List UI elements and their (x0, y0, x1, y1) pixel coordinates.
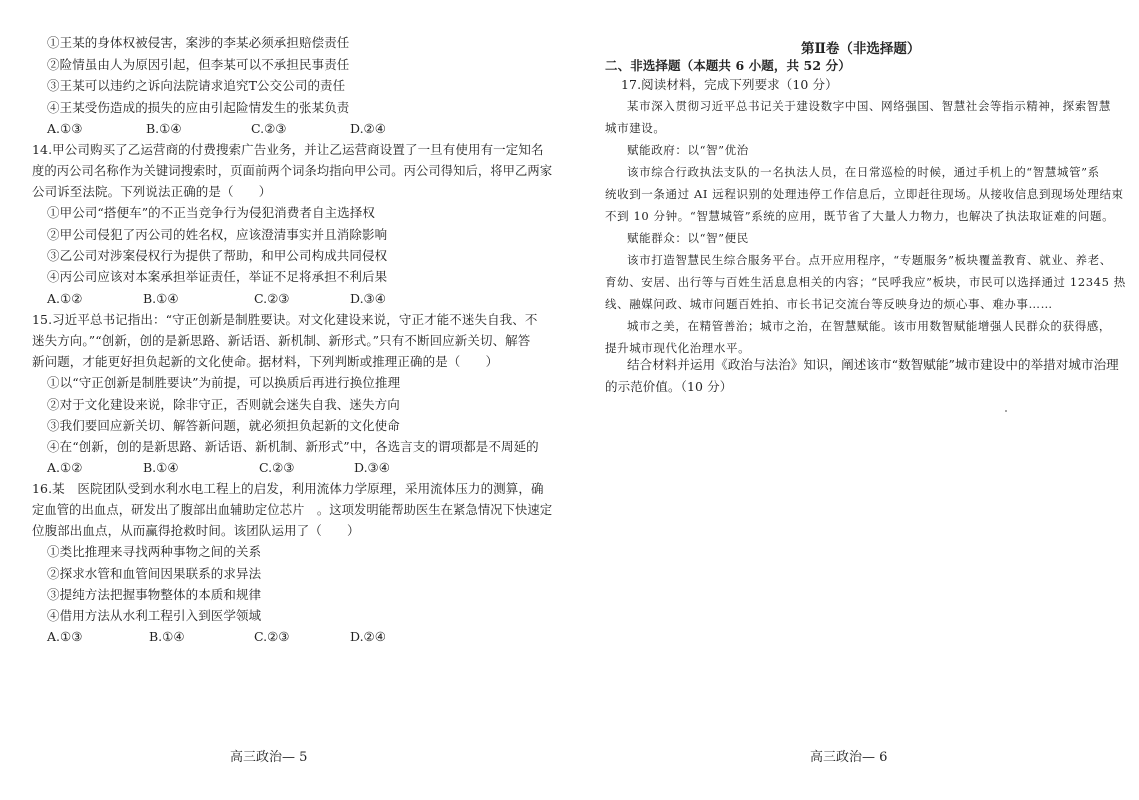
q14-option-b: B.①④ (143, 291, 179, 306)
q15-item-3: ③我们要回应新关切、解答新问题，就必须担负起新的文化使命 (47, 418, 400, 433)
material-line-2: 城市建设。 (605, 121, 666, 135)
q13-option-b: B.①④ (146, 121, 182, 136)
q15-stem-line-3: 新问题，才能更好担负起新的文化使命。据材料，下列判断或推理正确的是（ ） (32, 354, 499, 369)
right-page (560, 0, 1139, 800)
q15-item-1: ①以“守正创新是制胜要诀”为前提，可以换质后再进行换位推理 (47, 375, 401, 390)
material-line-5: 统收到一条通过 AI 远程识别的处理违停工作信息后，立即赶往现场。从接收信息到现场处理结束 (605, 187, 1124, 201)
q17-task-line-1: 结合材料并运用《政治与法治》知识，阐述该市“数智赋能”城市建设中的举措对城市治理 (627, 357, 1119, 372)
q13-item-4: ④王某受伤造成的损失的应由引起险情发生的张某负责 (47, 100, 350, 115)
q14-option-c: C.②③ (254, 291, 290, 306)
q16-option-a: A.①③ (47, 629, 83, 644)
q16-option-d: D.②④ (350, 629, 386, 644)
material-line-9: 育幼、安居、出行等与百姓生活息息相关的内容；“民呼我应”板块，市民可以选择通过 12345 热 (605, 275, 1126, 289)
q15-stem-line-1: 15.习近平总书记指出：“守正创新是制胜要诀。对文化建设来说，守正才能不迷失自我、不 (32, 312, 538, 327)
q13-option-d: D.②④ (350, 121, 386, 136)
q14-option-d: D.③④ (350, 291, 386, 306)
material-subheading-people: 赋能群众：以“智”便民 (627, 231, 749, 245)
right-page-footer: 高三政治— 6 (810, 750, 888, 765)
q17-heading: 17.阅读材料，完成下列要求（10 分） (621, 77, 838, 92)
q14-item-4: ④丙公司应该对本案承担举证责任，举证不足将承担不利后果 (47, 269, 388, 284)
q15-option-a: A.①② (47, 460, 83, 475)
q15-option-c: C.②③ (259, 460, 295, 475)
q16-option-b: B.①④ (149, 629, 185, 644)
material-line-12: 提升城市现代化治理水平。 (605, 341, 751, 355)
material-subheading-government: 赋能政府：以“智”优治 (627, 143, 749, 157)
q14-option-a: A.①② (47, 291, 83, 306)
q14-item-3: ③乙公司对涉案侵权行为提供了帮助，和甲公司构成共同侵权 (47, 248, 388, 263)
q15-option-d: D.③④ (354, 460, 390, 475)
q16-option-c: C.②③ (254, 629, 290, 644)
q14-stem-line-3: 公司诉至法院。下列说法正确的是（ ） (32, 184, 272, 199)
q13-item-2: ②险情虽由人为原因引起，但李某可以不承担民事责任 (47, 57, 350, 72)
q15-item-4: ④在“创新，创的是新思路、新话语、新机制、新形式”中，各选言支的谓项都是不周延的 (47, 439, 539, 454)
left-page (0, 0, 560, 800)
q16-item-2: ②探求水管和血管间因果联系的求异法 (47, 566, 262, 581)
q13-item-3: ③王某可以违约之诉向法院请求追究T公交公司的责任 (47, 78, 346, 93)
q16-item-1: ①类比推理来寻找两种事物之间的关系 (47, 544, 262, 559)
q15-stem-line-2: 迷失方向。”“创新，创的是新思路、新话语、新机制、新形式。”只有不断回应新关切、解答 (32, 333, 531, 348)
material-line-4: 该市综合行政执法支队的一名执法人员，在日常巡检的时候，通过手机上的“智慧城管”系 (627, 165, 1100, 179)
q17-task-line-2: 的示范价值。（10 分） (605, 379, 733, 394)
q16-item-3: ③提纯方法把握事物整体的本质和规律 (47, 587, 262, 602)
q14-stem-line-1: 14.甲公司购买了乙运营商的付费搜索广告业务，并让乙运营商设置了一旦有使用有一定知名 (32, 142, 544, 157)
q16-item-4: ④借用方法从水利工程引入到医学领域 (47, 608, 262, 623)
q14-item-1: ①甲公司“搭便车”的不正当竞争行为侵犯消费者自主选择权 (47, 205, 375, 220)
q13-option-c: C.②③ (251, 121, 287, 136)
left-page-footer: 高三政治— 5 (230, 750, 308, 765)
q15-item-2: ②对于文化建设来说，除非守正，否则就会迷失自我、迷失方向 (47, 397, 400, 412)
scan-speck (1005, 410, 1007, 412)
q16-stem-line-2: 定血管的出血点，研发出了腹部出血辅助定位芯片 。这项发明能帮助医生在紧急情况下快速定 (32, 502, 553, 517)
q14-item-2: ②甲公司侵犯了丙公司的姓名权，应该澄清事实并且消除影响 (47, 227, 388, 242)
material-line-6: 不到 10 分钟。“智慧城管”系统的应用，既节省了大量人力物力，也解决了执法取证难的问题。 (605, 209, 1115, 223)
section-heading: 二、非选择题（本题共 6 小题，共 52 分） (605, 58, 851, 73)
q13-item-1: ①王某的身体权被侵害，案涉的李某必须承担赔偿责任 (47, 35, 350, 50)
q13-option-a: A.①③ (47, 121, 83, 136)
q16-stem-line-3: 位腹部出血点，从而赢得抢救时间。该团队运用了（ ） (32, 523, 360, 538)
material-line-10: 线、融媒问政、城市问题百姓拍、市长书记交流台等反映身边的烦心事、难办事…… (605, 297, 1053, 311)
q16-stem-line-1: 16.某 医院团队受到水利水电工程上的启发，利用流体力学原理，采用流体压力的测算，确 (32, 481, 544, 496)
volume-title: 第Ⅱ卷（非选择题） (801, 41, 921, 57)
material-line-8: 该市打造智慧民生综合服务平台。点开应用程序，“专题服务”板块覆盖教育、就业、养老、 (627, 253, 1112, 267)
q14-stem-line-2: 度的丙公司名称作为关键词搜索时，页面前两个词条均指向甲公司。丙公司得知后，将甲乙两家 (32, 163, 553, 178)
material-line-1: 某市深入贯彻习近平总书记关于建设数字中国、网络强国、智慧社会等指示精神，探索智慧 (627, 99, 1111, 113)
material-line-11: 城市之美，在精管善治；城市之治，在智慧赋能。该市用数智赋能增强人民群众的获得感， (627, 319, 1111, 333)
q15-option-b: B.①④ (143, 460, 179, 475)
